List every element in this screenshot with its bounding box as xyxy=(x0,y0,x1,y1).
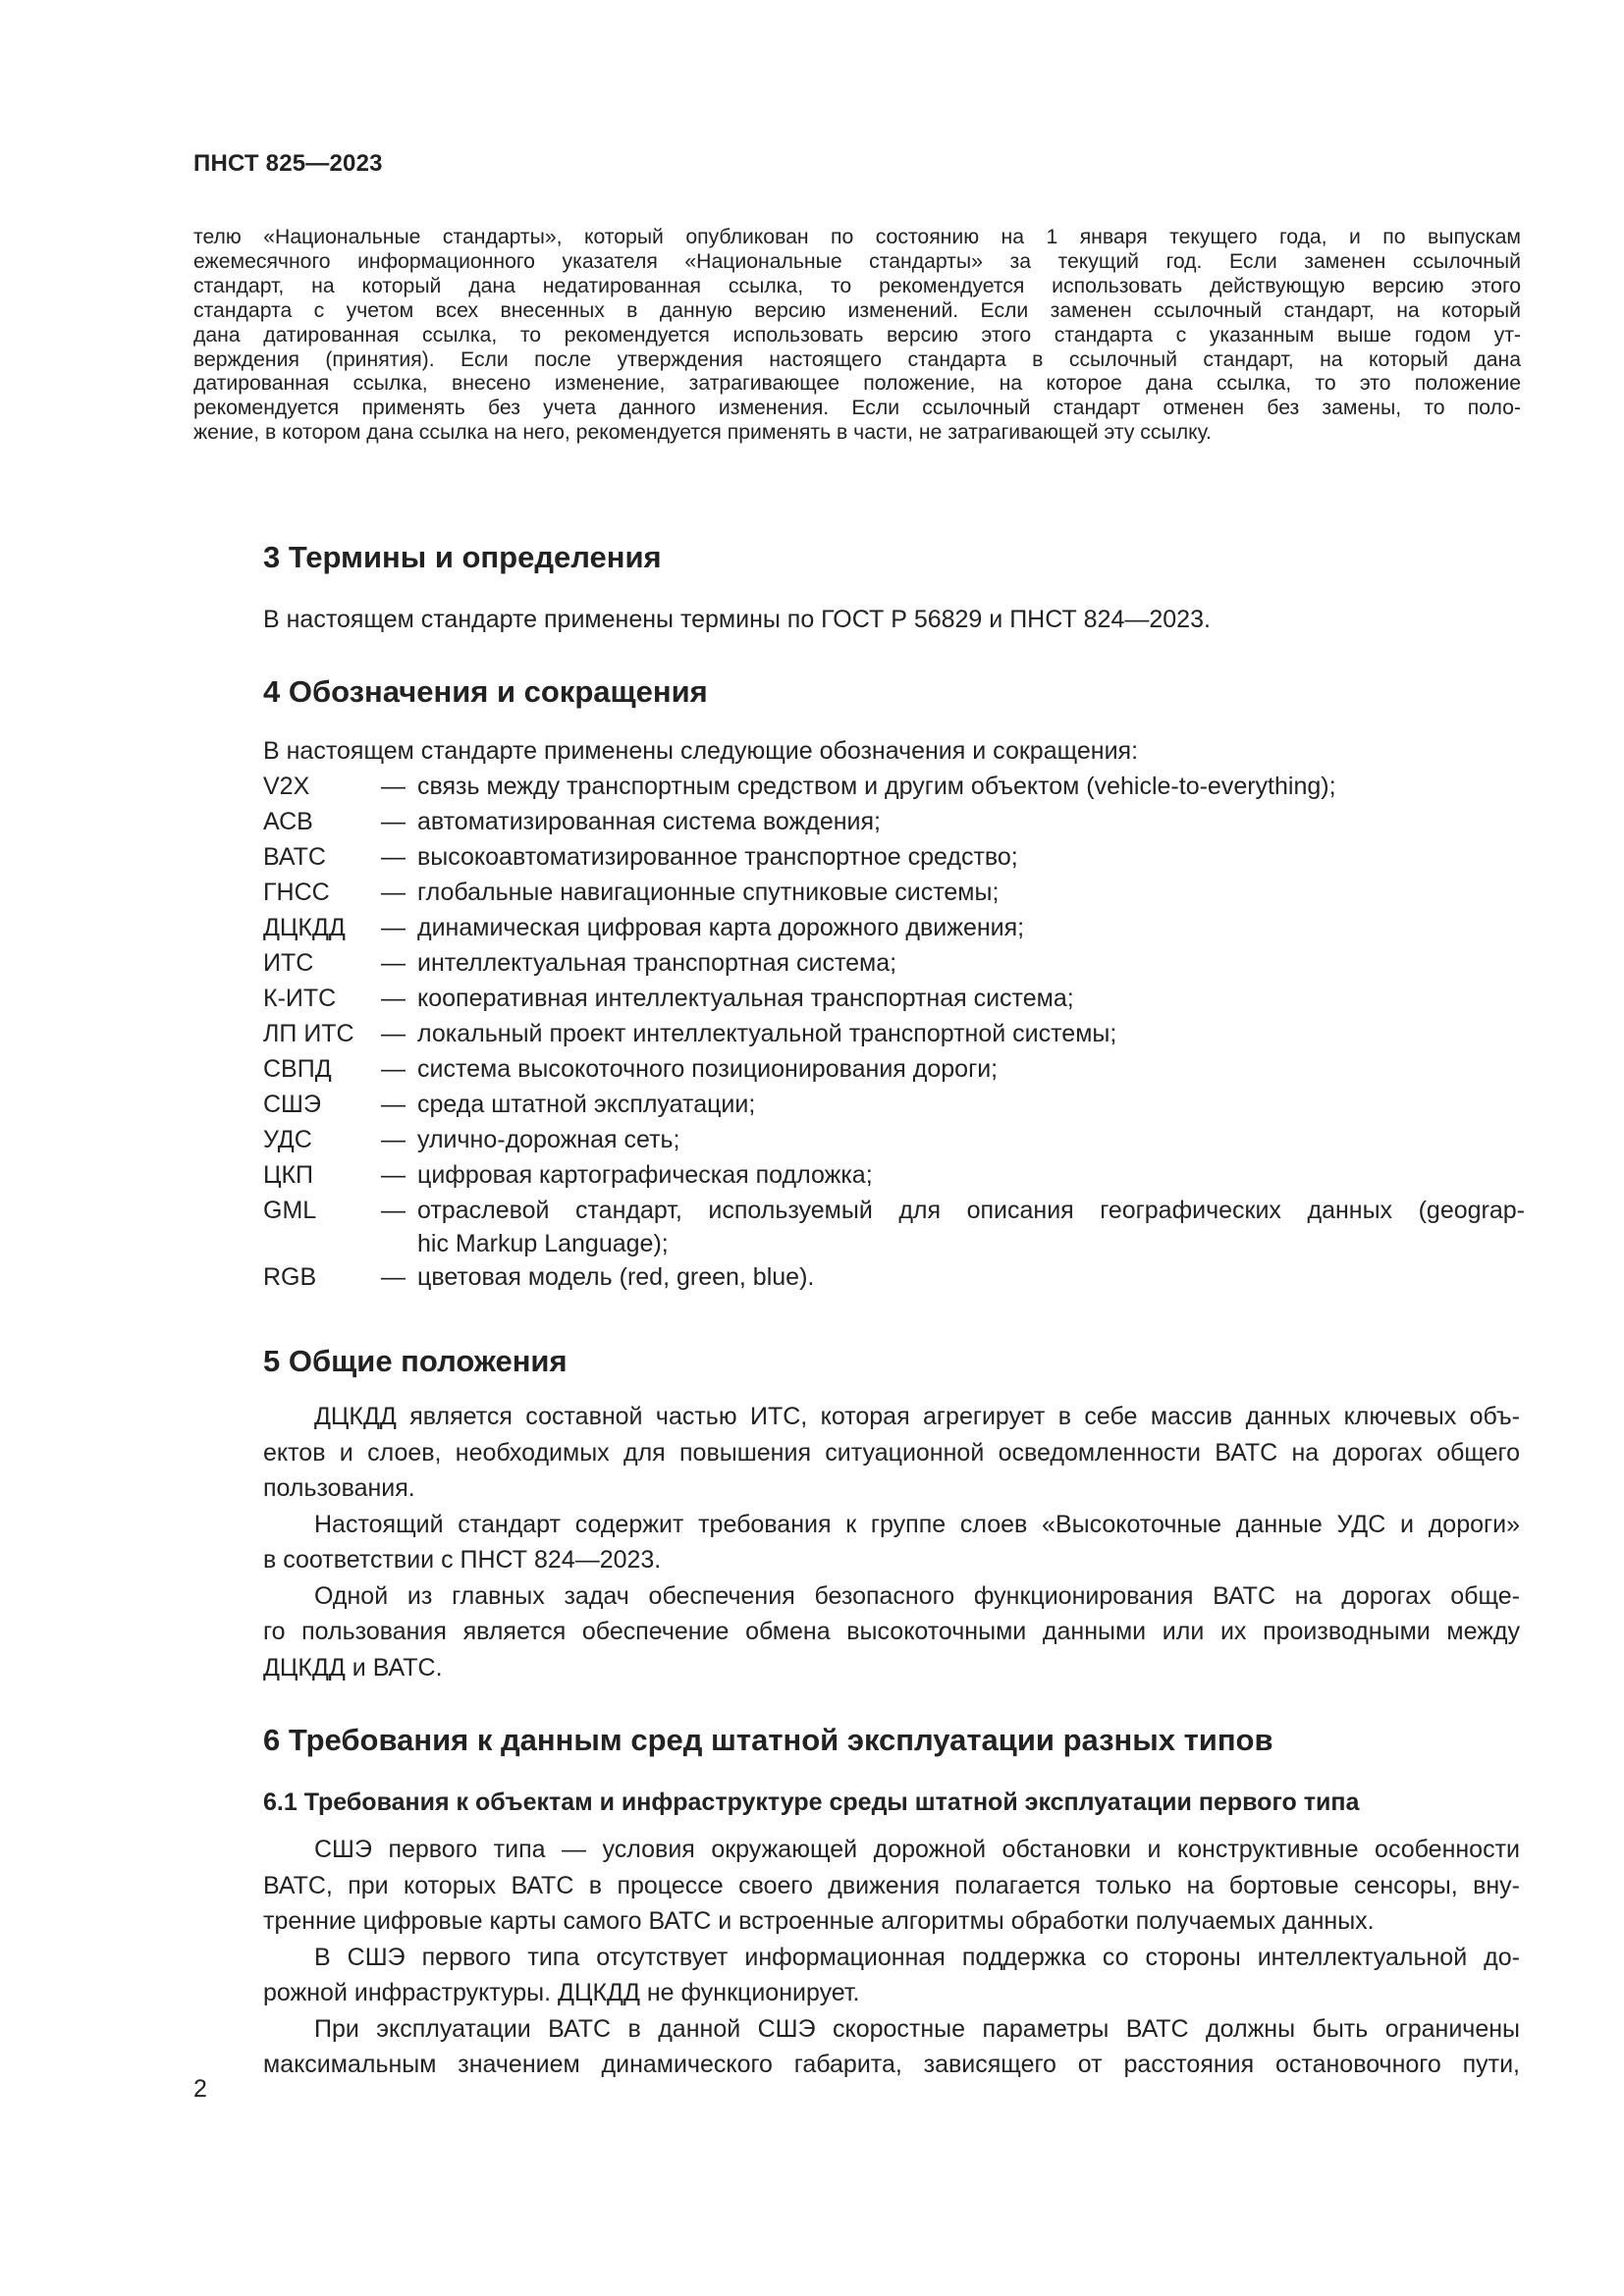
dash: — xyxy=(381,949,406,977)
abbreviation-definition xyxy=(417,1193,1525,1259)
section-3-heading: 3 Термины и определения xyxy=(263,540,662,574)
dash: — xyxy=(381,1091,406,1118)
abbreviation-definition xyxy=(417,910,1525,945)
abbreviation-definition xyxy=(417,839,1525,875)
text-line: ДЦКДД и ВАТС. xyxy=(263,1653,443,1682)
abbreviation-item xyxy=(263,1157,1525,1193)
section-4-heading: 4 Обозначения и сокращения xyxy=(263,674,708,709)
text-line: высокоавтоматизированное транспортное средство; xyxy=(417,843,1018,871)
text-line: связь между транспортным средством и другим объектом (vehicle-to-everything); xyxy=(417,773,1336,800)
abbreviation-definition xyxy=(417,981,1525,1016)
abbreviation-definition xyxy=(417,1016,1525,1051)
abbreviation-term: АСВ xyxy=(263,808,313,835)
abbreviation-item xyxy=(263,910,1525,945)
abbreviation-term: ЛП ИТС xyxy=(263,1020,354,1047)
text-line: цветовая модель (red, green, blue). xyxy=(417,1263,815,1291)
text-line: пользования. xyxy=(263,1474,415,1502)
text-line: динамическая цифровая карта дорожного движения; xyxy=(417,914,1025,941)
dash: — xyxy=(381,1055,406,1083)
text-line: в соответствии с ПНСТ 824—2023. xyxy=(263,1546,662,1574)
text-line: верждения (принятия). Если после утверждения настоящего стандарта в ссылочный стандарт, на который дана xyxy=(193,347,1521,371)
text-line: В СШЭ первого типа отсутствует информационная поддержка со стороны интеллектуальной до- xyxy=(314,1943,1520,1971)
text-line: hic Markup Language); xyxy=(417,1230,669,1257)
abbreviation-item xyxy=(263,981,1525,1016)
text-line: среда штатной эксплуатации; xyxy=(417,1091,756,1118)
text-line: ежемесячного информационного указателя «Национальные стандарты» за текущий год. Если заменен ссылочный xyxy=(193,249,1521,273)
text-line: стандарта с учетом всех внесенных в данную версию изменений. Если заменен ссылочный стандарт, на который xyxy=(193,298,1521,322)
text-line: жение, в котором дана ссылка на него, рекомендуется применять в части, не затрагивающей эту ссылку. xyxy=(193,421,1212,445)
text-line: максимальным значением динамического габарита, зависящего от расстояния остановочного пути, xyxy=(263,2051,1520,2078)
dash: — xyxy=(381,1197,406,1224)
abbreviation-term: RGB xyxy=(263,1263,317,1291)
dash: — xyxy=(381,808,406,835)
text-line: СШЭ первого типа — условия окружающей дорожной обстановки и конструктивные особенности xyxy=(314,1836,1520,1863)
text-line: рожной инфраструктуры. ДЦКДД не функционирует. xyxy=(263,1979,860,2006)
abbreviation-term: GML xyxy=(263,1197,317,1224)
abbreviation-definition xyxy=(417,804,1525,839)
section-4-intro xyxy=(263,733,1520,770)
abbreviations-list xyxy=(263,769,1525,1295)
text-line: цифровая картографическая подложка; xyxy=(417,1161,873,1189)
abbreviation-definition xyxy=(417,945,1525,981)
dash: — xyxy=(381,843,406,871)
text-line: ДЦКДД является составной частью ИТС, которая агрегирует в себе массив данных ключевых объ- xyxy=(314,1403,1520,1430)
text-line: датированная ссылка, внесено изменение, затрагивающее положение, на которое дана ссылка, то это положение xyxy=(193,372,1521,396)
text-line: рекомендуется применять без учета данного изменения. Если ссылочный стандарт отменен без замены, то поло- xyxy=(193,397,1521,420)
abbreviation-term: К-ИТС xyxy=(263,985,337,1012)
abbreviation-item xyxy=(263,1259,1525,1295)
abbreviation-item xyxy=(263,839,1525,875)
abbreviation-item xyxy=(263,945,1525,981)
abbreviation-definition xyxy=(417,1087,1525,1122)
text-line: автоматизированная система вождения; xyxy=(417,808,881,835)
text-line: тренние цифровые карты самого ВАТС и встроенные алгоритмы обработки получаемых данных. xyxy=(263,1907,1375,1935)
abbreviation-item xyxy=(263,1122,1525,1157)
references-continuation-paragraph xyxy=(193,226,1521,446)
document-designation: ПНСТ 825—2023 xyxy=(193,150,383,177)
dash: — xyxy=(381,985,406,1012)
text-line: го пользования является обеспечение обмена высокоточными данными или их производными между xyxy=(263,1618,1520,1645)
section-5-heading: 5 Общие положения xyxy=(263,1344,568,1378)
text-line: Настоящий стандарт содержит требования к группе слоев «Высокоточные данные УДС и дороги» xyxy=(314,1510,1520,1538)
dash: — xyxy=(381,1263,406,1291)
dash: — xyxy=(381,1020,406,1047)
abbreviation-item xyxy=(263,1016,1525,1051)
abbreviation-item xyxy=(263,1051,1525,1087)
text-line: ВАТС, при которых ВАТС в процессе своего движения полагается только на бортовые сенсоры, вну- xyxy=(263,1871,1520,1899)
dash: — xyxy=(381,1126,406,1153)
text-line: телю «Национальные стандарты», который опубликован по состоянию на 1 января текущего года, и по выпускам xyxy=(193,226,1521,248)
abbreviation-definition xyxy=(417,1157,1525,1193)
text-line: интеллектуальная транспортная система; xyxy=(417,949,897,977)
text-line: В настоящем стандарте применены термины по ГОСТ Р 56829 и ПНСТ 824—2023. xyxy=(263,606,1211,633)
dash: — xyxy=(381,1161,406,1189)
subsection-6-1-heading: 6.1 Требования к объектам и инфраструктуре среды штатной эксплуатации первого типа xyxy=(263,1789,1360,1816)
abbreviation-item xyxy=(263,875,1525,910)
abbreviation-item xyxy=(263,1193,1525,1259)
text-line: кооперативная интеллектуальная транспортная система; xyxy=(417,985,1074,1012)
abbreviation-term: ВАТС xyxy=(263,843,326,871)
abbreviation-definition xyxy=(417,1122,1525,1157)
text-line: улично-дорожная сеть; xyxy=(417,1126,680,1153)
abbreviation-definition xyxy=(417,1259,1525,1295)
text-line: дана датированная ссылка, то рекомендуется использовать версию этого стандарта с указанным выше годом ут- xyxy=(193,323,1521,347)
text-line: локальный проект интеллектуальной транспортной системы; xyxy=(417,1020,1117,1047)
abbreviation-item xyxy=(263,769,1525,804)
page-number: 2 xyxy=(193,2075,207,2103)
abbreviation-term: V2X xyxy=(263,773,310,800)
abbreviation-item xyxy=(263,804,1525,839)
abbreviation-term: УДС xyxy=(263,1126,312,1153)
subsection-6-1-text xyxy=(263,1832,1520,2083)
section-5-text xyxy=(263,1399,1520,1685)
text-line: отраслевой стандарт, используемый для описания географических данных (geograp- xyxy=(417,1197,1525,1224)
text-line: Одной из главных задач обеспечения безопасного функционирования ВАТС на дорогах обще- xyxy=(314,1581,1520,1610)
text-line: При эксплуатации ВАТС в данной СШЭ скоростные параметры ВАТС должны быть ограничены xyxy=(314,2014,1520,2043)
dash: — xyxy=(381,773,406,800)
section-6-heading: 6 Требования к данным сред штатной эксплуатации разных типов xyxy=(263,1723,1273,1757)
text-line: система высокоточного позиционирования дороги; xyxy=(417,1055,999,1083)
abbreviation-term: ЦКП xyxy=(263,1161,314,1189)
abbreviation-term: ИТС xyxy=(263,949,314,977)
text-line: стандарт, на который дана недатированная ссылка, то рекомендуется использовать действующую версию этого xyxy=(193,274,1521,297)
abbreviation-definition xyxy=(417,769,1525,804)
section-3-text xyxy=(263,602,1520,638)
abbreviation-definition xyxy=(417,1051,1525,1087)
abbreviation-term: ГНСС xyxy=(263,879,330,906)
abbreviation-term: ДЦКДД xyxy=(263,914,346,941)
abbreviation-item xyxy=(263,1087,1525,1122)
abbreviation-definition xyxy=(417,875,1525,910)
abbreviation-term: СШЭ xyxy=(263,1091,321,1118)
dash: — xyxy=(381,914,406,941)
dash: — xyxy=(381,879,406,906)
text-line: ектов и слоев, необходимых для повышения ситуационной осведомленности ВАТС на дорогах общего xyxy=(263,1438,1520,1467)
text-line: глобальные навигационные спутниковые системы; xyxy=(417,879,1000,906)
text-line: В настоящем стандарте применены следующие обозначения и сокращения: xyxy=(263,737,1139,765)
abbreviation-term: СВПД xyxy=(263,1055,332,1083)
